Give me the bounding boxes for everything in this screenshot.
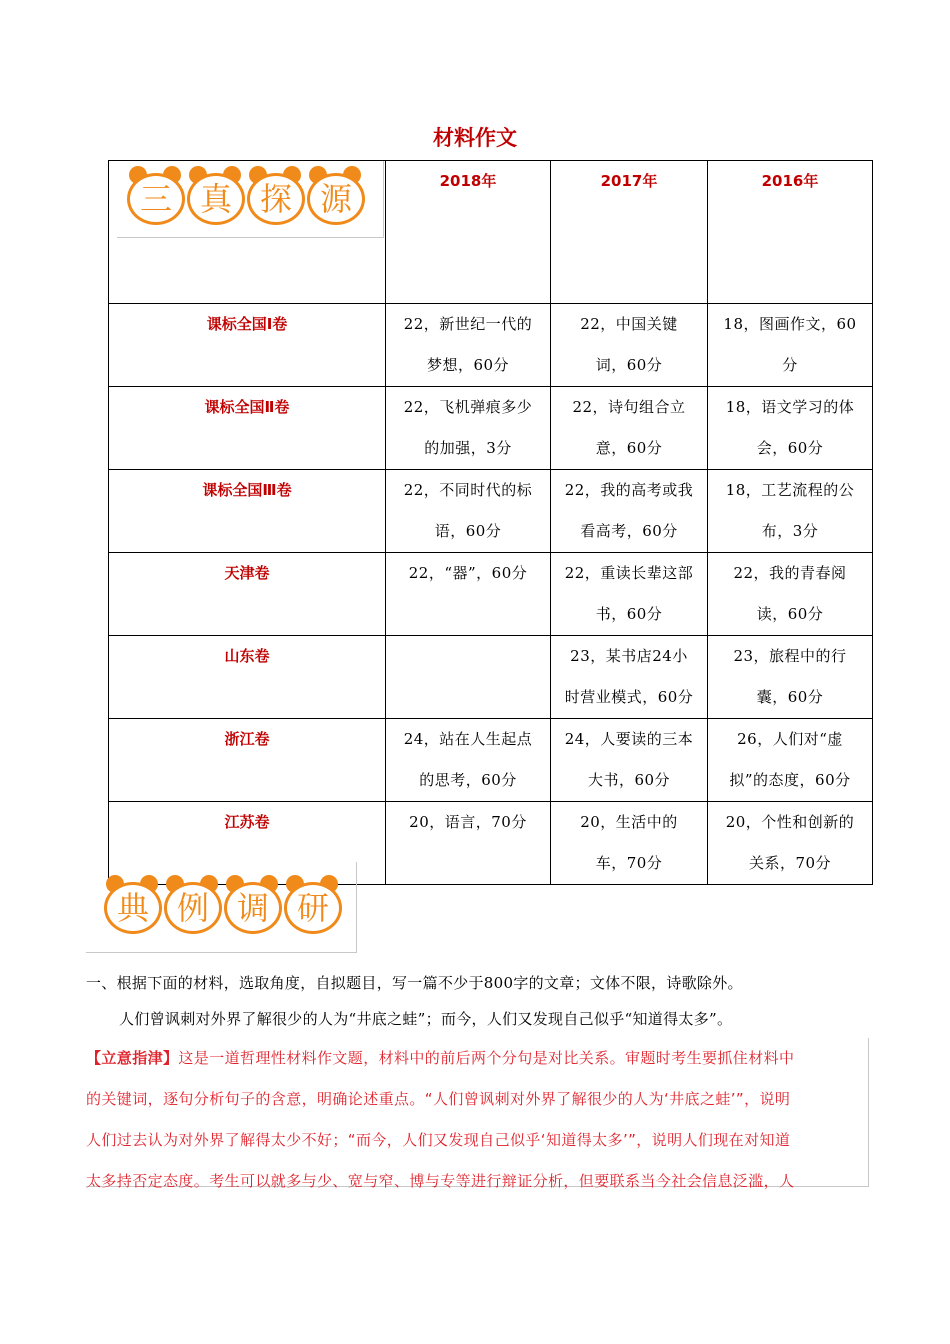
badge-char	[127, 173, 183, 221]
topic-line: 语，60分	[434, 522, 502, 540]
topic-cell	[386, 470, 551, 553]
topic-cell	[551, 636, 708, 719]
topic-line: 20，个性和创新的	[725, 813, 855, 831]
badge-char	[104, 882, 160, 930]
badge-char-text: 典	[104, 882, 162, 934]
paper-name: 山东卷	[224, 647, 270, 665]
topic-line: 的加强，3分	[424, 439, 512, 457]
badge-char	[224, 882, 280, 930]
table-row	[109, 304, 873, 387]
topic-cell	[708, 553, 873, 636]
paper-name: 江苏卷	[224, 813, 270, 831]
table-row	[109, 470, 873, 553]
paper-name-cell	[109, 553, 386, 636]
badge-char-text: 源	[307, 173, 365, 225]
topic-line: 22，飞机弹痕多少	[403, 398, 533, 416]
topic-line: 22，“器”，60分	[408, 564, 528, 582]
topic-line: 词，60分	[595, 356, 663, 374]
table-row	[109, 636, 873, 719]
topic-line: 车，70分	[595, 854, 663, 872]
topic-cell	[708, 387, 873, 470]
section-badge-dianlidiaoyan	[86, 862, 357, 953]
badge-char	[247, 173, 303, 221]
table-row	[109, 719, 873, 802]
topic-line: 22，新世纪一代的	[403, 315, 533, 333]
topic-cell	[386, 387, 551, 470]
badge-char	[284, 882, 340, 930]
question-prompt: 一、根据下面的材料，选取角度，自拟题目，写一篇不少于800字的文章；文体不限，诗歌除外。	[86, 974, 743, 992]
page-title: 材料作文	[433, 126, 517, 150]
topic-cell	[708, 636, 873, 719]
topic-line: 22，不同时代的标	[403, 481, 533, 499]
analysis-line: 人们过去认为对外界了解得太少不好；“而今，人们又发现自己似乎‘知道得太多’”，说明人们现在对知道	[86, 1131, 791, 1149]
topic-line: 18，工艺流程的公	[725, 481, 855, 499]
topic-line: 22，中国关键	[580, 315, 678, 333]
question-material: 人们曾讽刺对外界了解很少的人为“井底之蛙”；而今，人们又发现自己似乎“知道得太多”。	[119, 1010, 733, 1028]
badge-char	[307, 173, 363, 221]
exam-table	[108, 160, 873, 885]
topic-line: 囊，60分	[756, 688, 824, 706]
analysis-line: 太多持否定态度。考生可以就多与少、宽与窄、博与专等进行辩证分析，但要联系当今社会信息泛滥，人	[86, 1172, 795, 1190]
analysis-tag: 【立意指津】	[86, 1049, 179, 1067]
topic-cell	[386, 719, 551, 802]
topic-line: 23，旅程中的行	[733, 647, 847, 665]
topic-line: 23，某书店24小	[570, 647, 688, 665]
topic-line: 书，60分	[595, 605, 663, 623]
badge-char-text: 探	[247, 173, 305, 225]
paper-name-cell	[109, 636, 386, 719]
badge-char	[164, 882, 220, 930]
paper-name: 课标全国Ⅲ卷	[202, 481, 292, 499]
topic-cell	[551, 719, 708, 802]
topic-line: 26，人们对“虚	[737, 730, 843, 748]
topic-cell	[708, 470, 873, 553]
topic-cell	[551, 470, 708, 553]
topic-cell	[386, 553, 551, 636]
topic-cell	[551, 387, 708, 470]
analysis-box	[86, 1038, 869, 1190]
topic-line: 的思考，60分	[419, 771, 517, 789]
topic-line: 会，60分	[756, 439, 824, 457]
table-row	[109, 387, 873, 470]
paper-name-cell	[109, 387, 386, 470]
section-badge-sanzhentanyuan	[117, 161, 384, 238]
analysis-line: 的关键词，逐句分析句子的含意，明确论述重点。“人们曾讽刺对外界了解很少的人为‘井底之蛙’”，说明	[86, 1090, 791, 1108]
badge-char-text: 三	[127, 173, 185, 225]
year-header: 2018年	[386, 161, 551, 304]
topic-cell	[386, 304, 551, 387]
paper-name: 浙江卷	[224, 730, 270, 748]
topic-cell	[551, 802, 708, 885]
topic-line: 24，站在人生起点	[403, 730, 533, 748]
topic-cell	[386, 636, 551, 719]
topic-line: 20，语言，70分	[409, 813, 527, 831]
topic-line: 22，我的高考或我	[564, 481, 694, 499]
table-header-row	[109, 161, 873, 304]
badge-char-text: 调	[224, 882, 282, 934]
topic-line: 分	[782, 356, 798, 374]
header-badge-cell	[109, 161, 386, 304]
topic-line: 读，60分	[756, 605, 824, 623]
paper-name: 课标全国Ⅰ卷	[206, 315, 288, 333]
topic-line: 18，图画作文，60	[723, 315, 857, 333]
topic-line: 拟”的态度，60分	[729, 771, 851, 789]
topic-line: 大书，60分	[587, 771, 671, 789]
analysis-line: 【立意指津】这是一道哲理性材料作文题，材料中的前后两个分句是对比关系。审题时考生要抓住材料中	[86, 1049, 795, 1067]
topic-line: 布，3分	[761, 522, 819, 540]
topic-cell	[708, 304, 873, 387]
topic-line: 关系，70分	[748, 854, 832, 872]
year-header: 2016年	[708, 161, 873, 304]
topic-line: 18，语文学习的体	[725, 398, 855, 416]
topic-cell	[386, 802, 551, 885]
year-header: 2017年	[551, 161, 708, 304]
topic-line: 梦想，60分	[426, 356, 510, 374]
topic-line: 意，60分	[595, 439, 663, 457]
topic-line: 22，重读长辈这部	[564, 564, 694, 582]
paper-name-cell	[109, 719, 386, 802]
paper-name-cell	[109, 304, 386, 387]
paper-name: 天津卷	[224, 564, 270, 582]
topic-cell	[551, 304, 708, 387]
paper-name-cell	[109, 470, 386, 553]
badge-char	[187, 173, 243, 221]
topic-line: 时营业模式，60分	[564, 688, 694, 706]
topic-line: 看高考，60分	[580, 522, 678, 540]
topic-line: 20，生活中的	[580, 813, 678, 831]
topic-line: 22，我的青春阅	[733, 564, 847, 582]
topic-line: 24，人要读的三本	[564, 730, 694, 748]
topic-cell	[708, 802, 873, 885]
badge-char-text: 例	[164, 882, 222, 934]
badge-char-text: 研	[284, 882, 342, 934]
table-row	[109, 553, 873, 636]
topic-line: 22，诗句组合立	[572, 398, 686, 416]
paper-name: 课标全国Ⅱ卷	[204, 398, 290, 416]
topic-cell	[551, 553, 708, 636]
topic-cell	[708, 719, 873, 802]
badge-char-text: 真	[187, 173, 245, 225]
